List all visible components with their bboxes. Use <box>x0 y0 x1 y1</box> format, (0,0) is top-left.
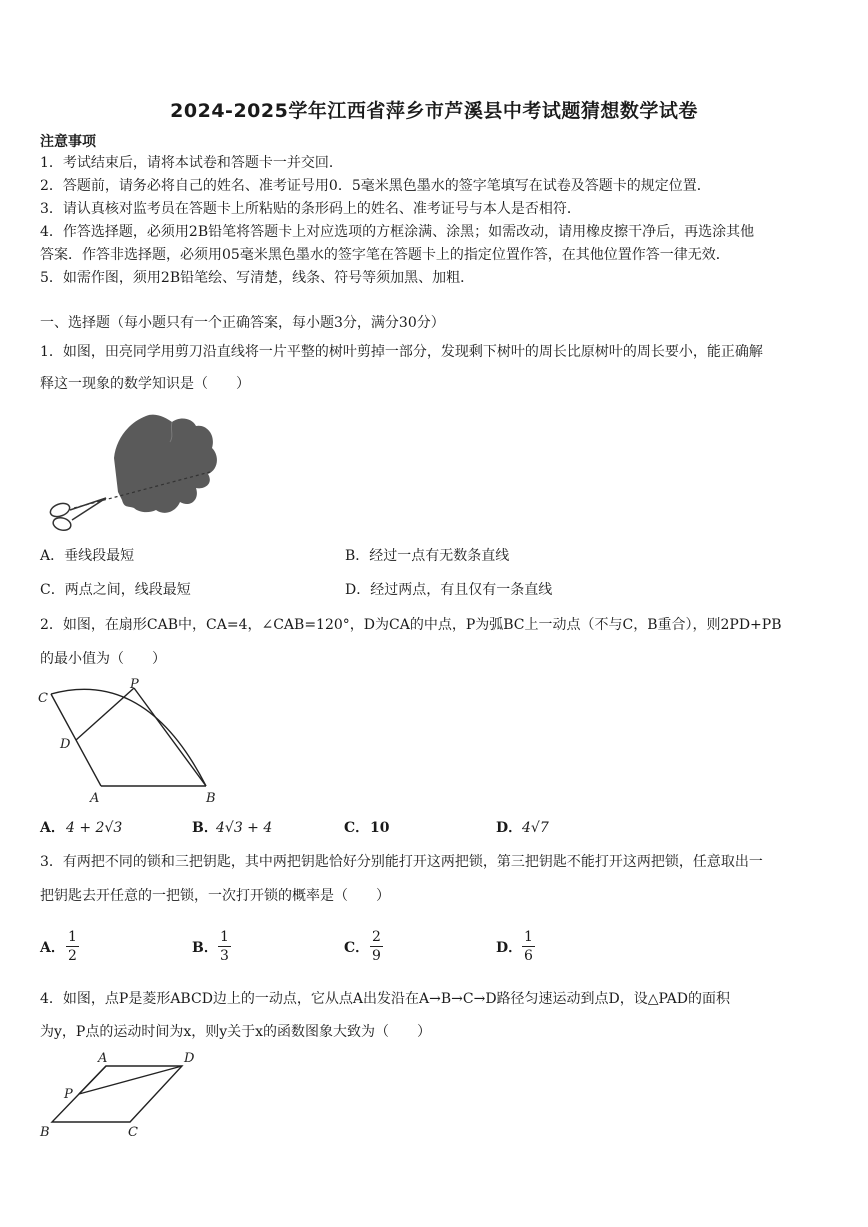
label-d: D <box>60 737 71 752</box>
q2-option-a-label: A． <box>40 820 65 836</box>
q3-option-b-fraction <box>218 928 231 965</box>
label-b: B <box>206 791 216 806</box>
q4-figure <box>36 1046 206 1138</box>
q3-text-line2: 把钥匙去开任意的一把锁，一次打开锁的概率是（ ） <box>40 888 390 904</box>
notice-item-5: 5．如需作图，须用2B铅笔绘、写清楚，线条、符号等须加黑、加粗． <box>40 270 475 286</box>
numerator: 1 <box>524 929 533 945</box>
notice-item-3: 3．请认真核对监考员在答题卡上所粘贴的条形码上的姓名、准考证号与本人是否相符． <box>40 201 581 217</box>
page-title: 2024-2025学年江西省萍乡市芦溪县中考试题猜想数学试卷 <box>170 100 698 122</box>
q2-option-c-expr: 10 <box>370 820 390 836</box>
notice-item-4a: 4．作答选择题，必须用2B铅笔将答题卡上对应选项的方框涂满、涂黑；如需改动，请用橡皮擦干净后，再选涂其他 <box>40 224 755 240</box>
denominator: 6 <box>524 948 533 964</box>
q3-option-a-label: A． <box>40 940 65 956</box>
denominator: 3 <box>220 948 229 964</box>
label-b: B <box>40 1125 50 1138</box>
q3-option-a-fraction <box>66 928 79 965</box>
q1-text-line2: 释这一现象的数学知识是（ ） <box>40 376 250 392</box>
label-p: P <box>64 1087 73 1102</box>
q1-option-c: C．两点之间，线段最短 <box>40 582 191 598</box>
label-p: P <box>130 677 139 692</box>
q3-option-c-fraction <box>370 928 383 965</box>
q4-text-line2: 为y，P点的运动时间为x，则y关于x的函数图象大致为（ ） <box>40 1024 432 1040</box>
q4-text-line1: 4．如图，点P是菱形ABCD边上的一动点，它从点A出发沿在A→B→C→D路径匀速运动到点D，设△PAD的面积 <box>40 991 731 1007</box>
section-heading: 一、选择题（每小题只有一个正确答案，每小题3分，满分30分） <box>40 315 445 331</box>
label-a: A <box>90 791 100 806</box>
notice-heading: 注意事项 <box>40 134 96 150</box>
q1-figure <box>44 410 224 538</box>
q1-option-b: B．经过一点有无数条直线 <box>345 548 510 564</box>
q2-text-line2: 的最小值为（ ） <box>40 651 166 667</box>
numerator: 1 <box>220 929 229 945</box>
label-c: C <box>128 1125 138 1138</box>
notice-item-4b: 答案．作答非选择题，必须用05毫米黑色墨水的签字笔在答题卡上的指定位置作答，在其他位置作答一律无效． <box>40 247 730 263</box>
q1-option-a: A．垂线段最短 <box>40 548 135 564</box>
notice-item-1: 1．考试结束后，请将本试卷和答题卡一并交回． <box>40 155 343 171</box>
q3-option-d-label: D． <box>496 940 523 956</box>
q3-text-line1: 3．有两把不同的锁和三把钥匙，其中两把钥匙恰好分别能打开这两把锁，第三把钥匙不能打开这两把锁，任意取出一 <box>40 854 763 870</box>
q3-option-c-label: C． <box>344 940 370 956</box>
label-a: A <box>98 1051 108 1066</box>
q3-option-d-fraction <box>522 928 535 965</box>
notice-item-2: 2．答题前，请务必将自己的姓名、准考证号用0．5毫米黑色墨水的签字笔填写在试卷及答题卡的规定位置． <box>40 178 711 194</box>
q2-option-d-expr: 4√7 <box>522 820 549 836</box>
numerator: 2 <box>372 929 381 945</box>
q2-figure <box>36 676 226 808</box>
q2-option-a-expr: 4 + 2√3 <box>66 820 123 836</box>
label-c: C <box>38 691 48 706</box>
q2-option-d-label: D． <box>496 820 523 836</box>
q2-text-line1: 2．如图，在扇形CAB中，CA=4，∠CAB=120°，D为CA的中点，P为弧BC上一动点（不与C，B重合），则2PD+PB <box>40 617 782 633</box>
q2-option-c-label: C． <box>344 820 370 836</box>
scissors-icon <box>49 498 106 532</box>
q3-option-b-label: B． <box>192 940 218 956</box>
q2-option-b-expr: 4√3 + 4 <box>216 820 273 836</box>
label-d: D <box>184 1051 195 1066</box>
q1-option-d: D．经过两点，有且仅有一条直线 <box>345 582 553 598</box>
q2-option-b-label: B． <box>192 820 218 836</box>
denominator: 9 <box>372 948 381 964</box>
numerator: 1 <box>68 929 77 945</box>
denominator: 2 <box>68 948 77 964</box>
leaf-image <box>114 415 217 513</box>
q1-text-line1: 1．如图，田亮同学用剪刀沿直线将一片平整的树叶剪掉一部分，发现剩下树叶的周长比原树叶的周长要小，能正确解 <box>40 344 763 360</box>
